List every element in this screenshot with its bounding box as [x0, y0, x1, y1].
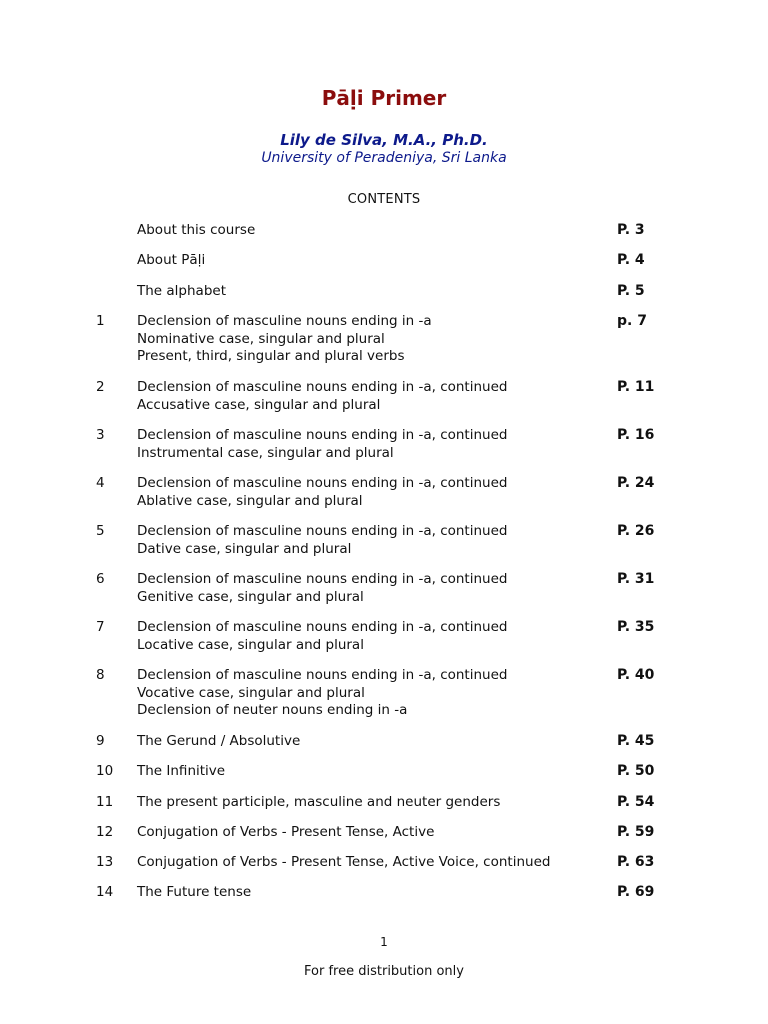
- toc-line: The Gerund / Absolutive: [137, 733, 301, 749]
- toc-page-ref: P. 5: [617, 283, 645, 299]
- toc-description: [137, 854, 597, 872]
- toc-chapter-number: 12: [96, 824, 114, 840]
- toc-page-ref: P. 24: [617, 475, 655, 491]
- toc-line: About Pāḷi: [137, 252, 206, 268]
- toc-page-ref: P. 69: [617, 884, 655, 900]
- toc-description: [137, 619, 597, 654]
- toc-page-ref: P. 50: [617, 763, 655, 779]
- author-name: Lily de Silva, M.A., Ph.D.: [280, 131, 488, 149]
- toc-chapter-number: 10: [96, 763, 114, 779]
- toc-page-ref: P. 31: [617, 571, 655, 587]
- toc-line: Nominative case, singular and plural: [137, 330, 385, 347]
- toc-line: Declension of masculine nouns ending in -a, continued: [137, 427, 508, 443]
- toc-line: Declension of masculine nouns ending in -a, continued: [137, 571, 508, 587]
- toc-description: [137, 252, 597, 270]
- toc-line: Declension of masculine nouns ending in -a, continued: [137, 667, 508, 683]
- toc-page-ref: P. 4: [617, 252, 645, 268]
- toc-chapter-number: 7: [96, 619, 105, 635]
- toc-line: Declension of masculine nouns ending in -a, continued: [137, 475, 508, 491]
- page-number: 1: [380, 935, 388, 949]
- toc-page-ref: P. 54: [617, 794, 655, 810]
- toc-description: [137, 379, 597, 414]
- toc-line: The present participle, masculine and neuter genders: [137, 794, 501, 810]
- toc-line: Ablative case, singular and plural: [137, 492, 363, 509]
- toc-chapter-number: 14: [96, 884, 114, 900]
- toc-description: [137, 667, 597, 720]
- toc-line: Locative case, singular and plural: [137, 636, 364, 653]
- toc-page-ref: P. 45: [617, 733, 655, 749]
- toc-description: [137, 475, 597, 510]
- toc-line: Declension of masculine nouns ending in -a, continued: [137, 379, 508, 395]
- toc-line: Vocative case, singular and plural: [137, 684, 365, 701]
- toc-page-ref: p. 7: [617, 313, 647, 329]
- toc-page-ref: P. 63: [617, 854, 655, 870]
- toc-description: [137, 571, 597, 606]
- toc-line: Declension of masculine nouns ending in -a, continued: [137, 523, 508, 539]
- toc-page-ref: P. 40: [617, 667, 655, 683]
- toc-line: Dative case, singular and plural: [137, 540, 352, 557]
- toc-chapter-number: 8: [96, 667, 105, 683]
- toc-chapter-number: 2: [96, 379, 105, 395]
- toc-chapter-number: 4: [96, 475, 105, 491]
- toc-line: The Future tense: [137, 884, 252, 900]
- toc-line: Accusative case, singular and plural: [137, 396, 381, 413]
- toc-line: Instrumental case, singular and plural: [137, 444, 394, 461]
- toc-line: Genitive case, singular and plural: [137, 588, 364, 605]
- toc-line: The Infinitive: [137, 763, 226, 779]
- toc-chapter-number: 1: [96, 313, 105, 329]
- toc-description: [137, 884, 597, 902]
- toc-description: [137, 733, 597, 751]
- toc-description: [137, 222, 597, 240]
- toc-line: Present, third, singular and plural verbs: [137, 348, 405, 364]
- toc-description: [137, 523, 597, 558]
- footer-note: For free distribution only: [304, 964, 464, 979]
- toc-description: [137, 824, 597, 842]
- toc-line: Conjugation of Verbs - Present Tense, Active: [137, 824, 435, 840]
- toc-chapter-number: 6: [96, 571, 105, 587]
- toc-description: [137, 794, 597, 812]
- toc-description: [137, 313, 597, 366]
- toc-line: Declension of neuter nouns ending in -a: [137, 702, 408, 718]
- toc-chapter-number: 9: [96, 733, 105, 749]
- toc-page-ref: P. 3: [617, 222, 645, 238]
- toc-chapter-number: 11: [96, 794, 114, 810]
- toc-description: [137, 763, 597, 781]
- toc-line: Conjugation of Verbs - Present Tense, Active Voice, continued: [137, 854, 551, 870]
- toc-page-ref: P. 26: [617, 523, 655, 539]
- toc-line: Declension of masculine nouns ending in -a, continued: [137, 619, 508, 635]
- toc-page-ref: P. 59: [617, 824, 655, 840]
- toc-page-ref: P. 11: [617, 379, 655, 395]
- toc-line: The alphabet: [137, 283, 226, 299]
- contents-heading: CONTENTS: [347, 192, 421, 207]
- toc-line: Declension of masculine nouns ending in -a: [137, 313, 432, 329]
- toc-page-ref: P. 35: [617, 619, 655, 635]
- author-affiliation: University of Peradeniya, Sri Lanka: [261, 150, 507, 166]
- toc-description: [137, 427, 597, 462]
- toc-chapter-number: 5: [96, 523, 105, 539]
- document-title: Pāḷi Primer: [321, 86, 447, 110]
- toc-line: About this course: [137, 222, 256, 238]
- toc-page-ref: P. 16: [617, 427, 655, 443]
- toc-description: [137, 283, 597, 301]
- toc-chapter-number: 3: [96, 427, 105, 443]
- toc-chapter-number: 13: [96, 854, 114, 870]
